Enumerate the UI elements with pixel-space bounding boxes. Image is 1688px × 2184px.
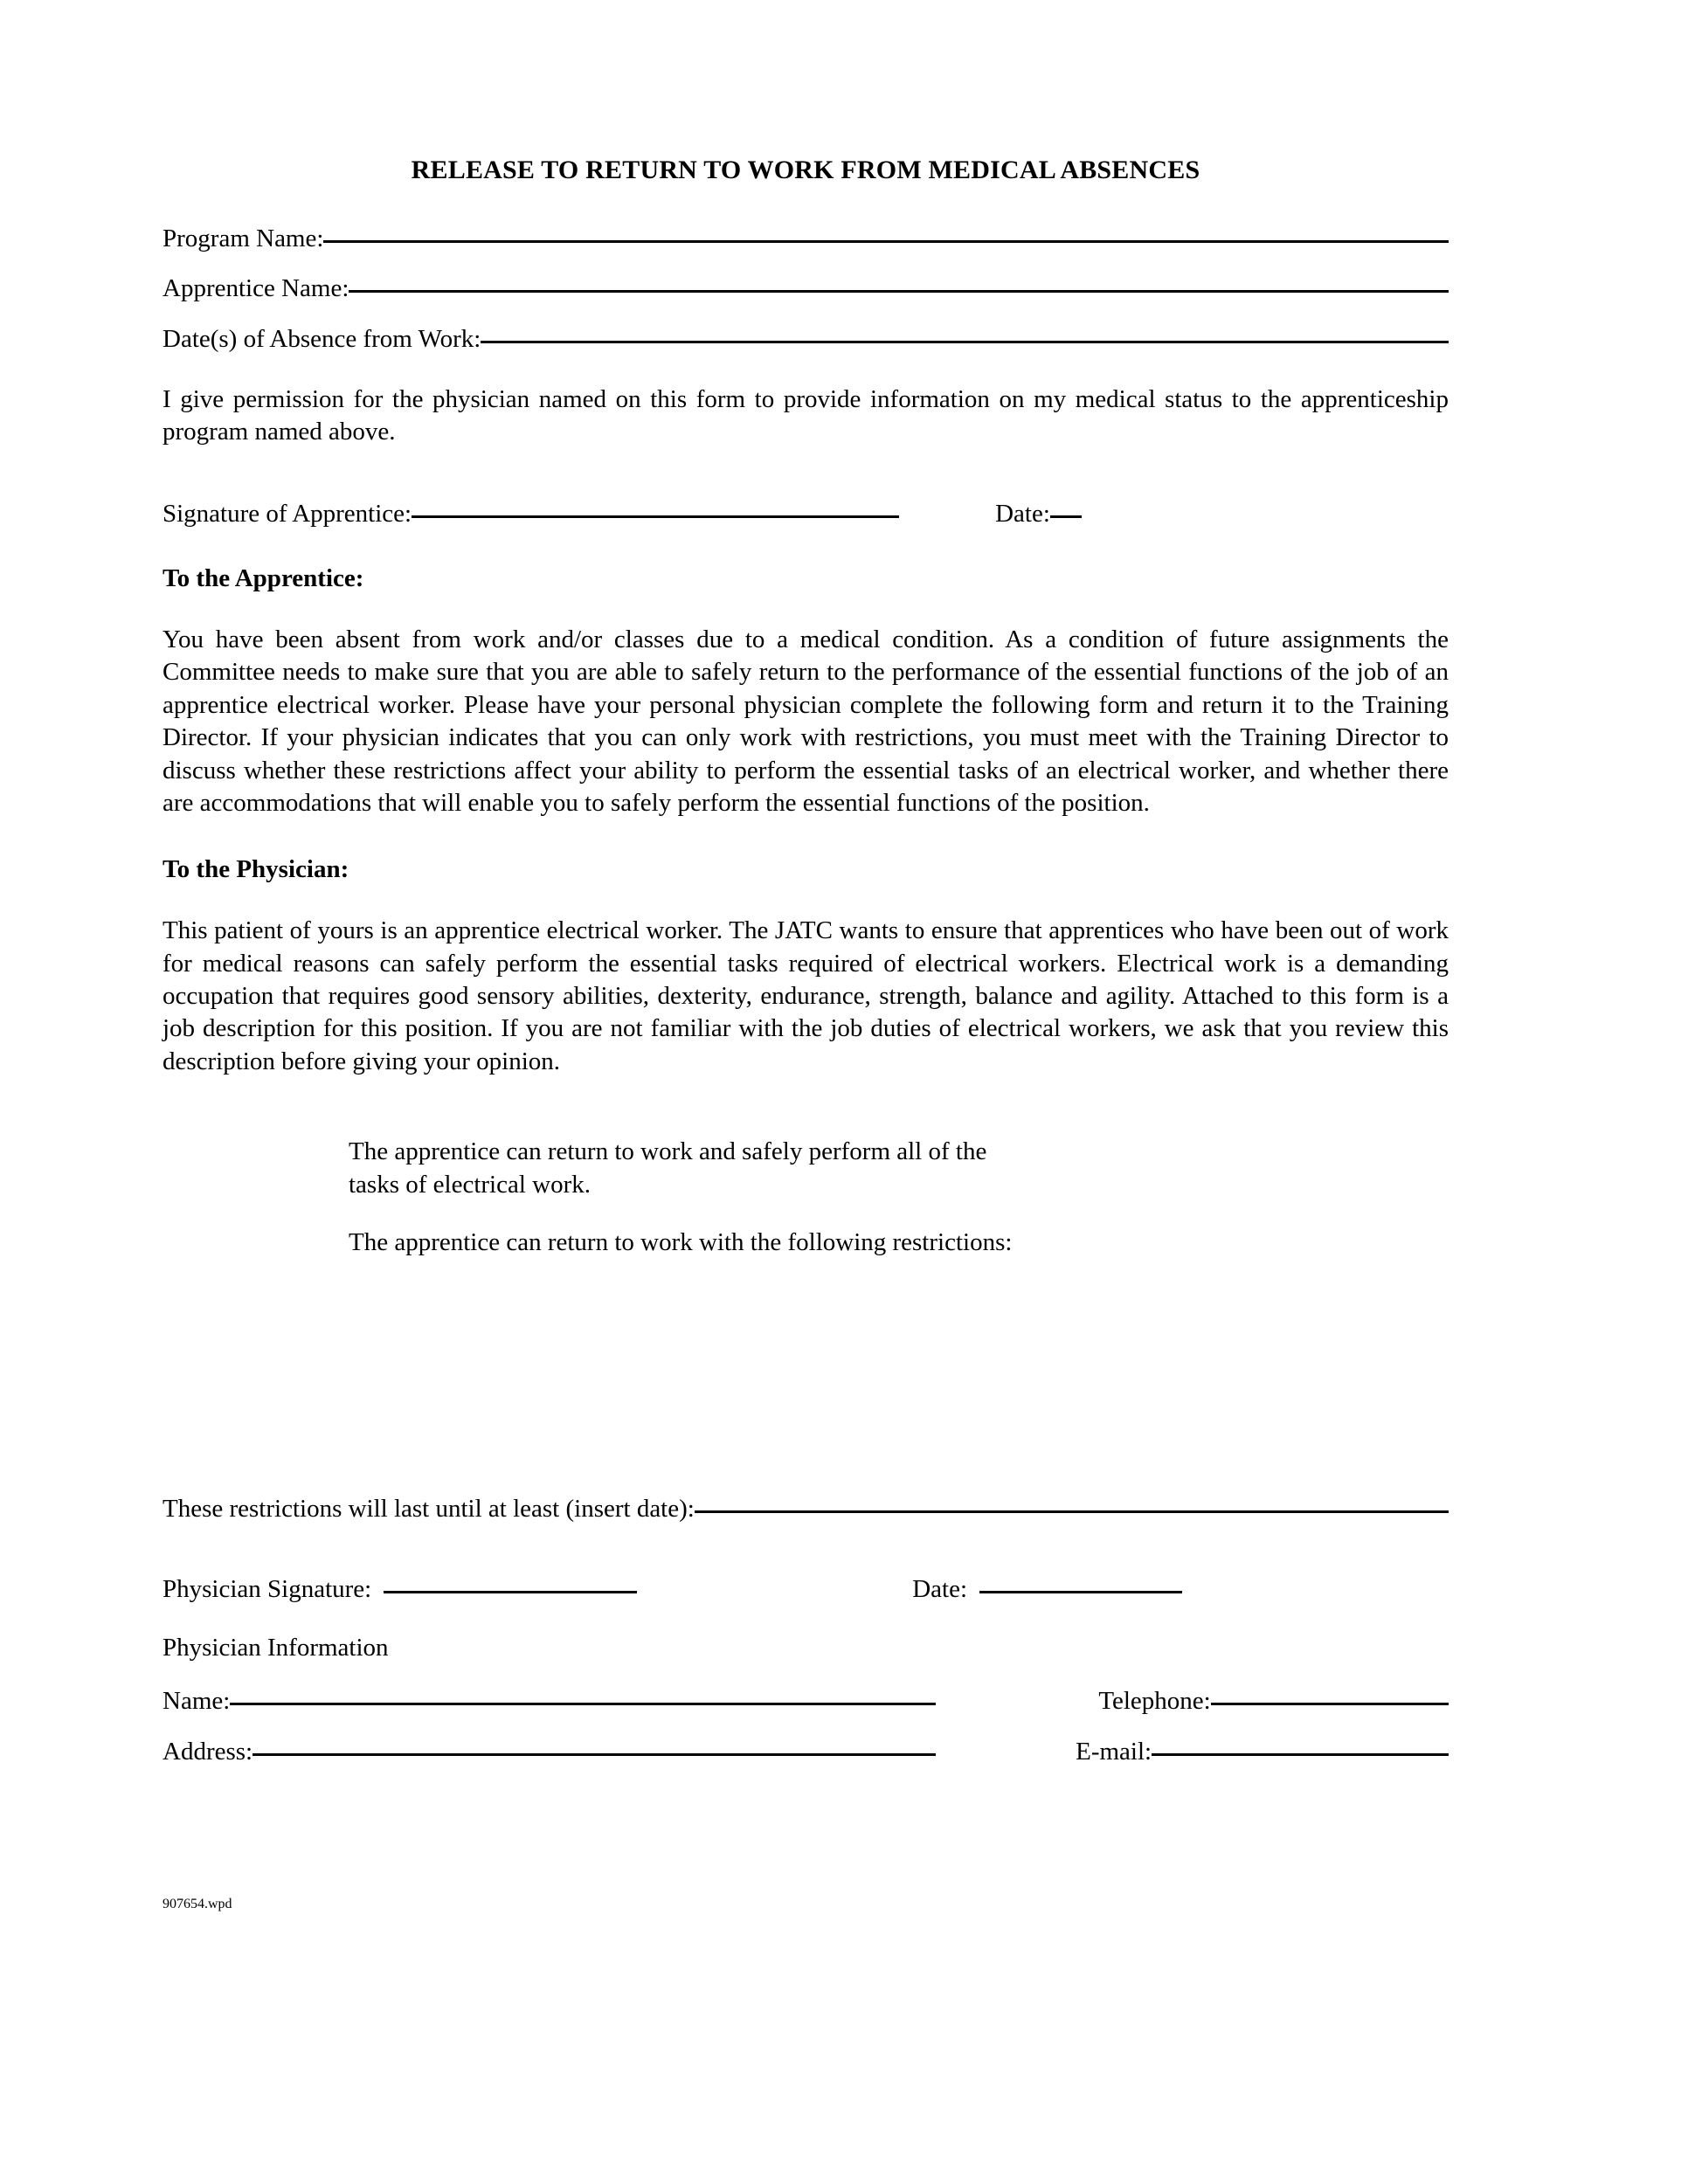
absence-dates-label: Date(s) of Absence from Work: (163, 324, 481, 353)
physician-email-label: E-mail: (1076, 1737, 1152, 1766)
physician-name-label: Name: (163, 1687, 231, 1716)
field-row-apprentice-signature (163, 500, 1449, 529)
to-apprentice-heading: To the Apprentice: (163, 564, 364, 593)
field-row-apprentice-name (163, 274, 1449, 303)
field-row-absence-dates (163, 325, 1449, 354)
apprentice-name-label: Apprentice Name: (163, 274, 349, 303)
physician-option-return-with-restrictions[interactable] (349, 1227, 1013, 1260)
physician-name-input-rule[interactable] (230, 1702, 936, 1705)
apprentice-name-input-rule[interactable] (349, 289, 1449, 293)
to-apprentice-paragraph: You have been absent from work and/or classes due to a medical condition. As a condition of future assignments the Committee needs to make sure that you are able to safely return to the performance of the essential functions of the job of an apprentice electrical worker. Please have your personal physician complete the following form and return it to the Training Director. If your physician indicates that you can only work with restrictions, you must meet with the Training Director to discuss whether these restrictions affect your ability to perform the essential tasks of an electrical worker, and whether there are accommodations that will enable you to safely perform the essential functions of the position. (163, 625, 1449, 818)
physician-signature-date-label: Date: (912, 1574, 968, 1603)
apprentice-signature-date-label: Date: (995, 499, 1050, 528)
field-row-physician-signature (163, 1575, 1449, 1604)
field-row-program-name (163, 225, 1449, 253)
physician-option-1-text: The apprentice can return to work and safely perform all of the tasks of electrical work. (349, 1137, 987, 1199)
to-physician-paragraph: This patient of yours is an apprentice electrical worker. The JATC wants to ensure that apprentices who have been out of work for medical reasons can safely perform the essential tasks required of electrical workers. Electrical work is a demanding occupation that requires good sensory abilities, dexterity, endurance, strength, balance and agility. Attached to this form is a job description for this position. If you are not familiar with the job duties of electrical workers, we ask that you review this description before giving your opinion. (163, 916, 1449, 1075)
physician-address-label: Address: (163, 1737, 253, 1766)
restrictions-duration-label: These restrictions will last until at least (insert date): (163, 1495, 695, 1524)
physician-information-heading-row (163, 1634, 1449, 1662)
field-row-physician-name (163, 1687, 1449, 1716)
restrictions-duration-input-rule[interactable] (695, 1510, 1449, 1513)
physician-information-heading: Physician Information (163, 1634, 389, 1662)
footer-file-code: 907654.wpd (163, 1897, 232, 1911)
apprentice-signature-label: Signature of Apprentice: (163, 499, 412, 528)
permission-paragraph: I give permission for the physician named on this form to provide information on my medical status to the apprenticeship program named above. (163, 385, 1449, 446)
apprentice-signature-input-rule[interactable] (412, 515, 899, 518)
physician-signature-input-rule[interactable] (384, 1590, 637, 1593)
field-row-physician-address (163, 1738, 1449, 1766)
document-body (163, 0, 1449, 1766)
physician-signature-date-input-rule[interactable] (979, 1590, 1182, 1593)
apprentice-signature-date-input-rule[interactable] (1050, 515, 1082, 518)
physician-telephone-label: Telephone: (1098, 1687, 1211, 1716)
physician-signature-label: Physician Signature: (163, 1574, 372, 1603)
physician-telephone-input-rule[interactable] (1211, 1702, 1449, 1705)
restrictions-writein-area[interactable] (163, 1259, 1449, 1477)
physician-option-2-text: The apprentice can return to work with the following restrictions: (349, 1227, 1013, 1256)
physician-option-return-full-duty[interactable] (349, 1136, 1013, 1201)
field-row-restrictions-duration (163, 1495, 1449, 1524)
program-name-input-rule[interactable] (323, 239, 1449, 243)
to-physician-heading: To the Physician: (163, 855, 349, 884)
absence-dates-input-rule[interactable] (481, 340, 1449, 343)
physician-address-input-rule[interactable] (253, 1752, 936, 1756)
physician-email-input-rule[interactable] (1152, 1752, 1449, 1756)
page-title: RELEASE TO RETURN TO WORK FROM MEDICAL ABSENCES (411, 156, 1200, 184)
program-name-label: Program Name: (163, 225, 324, 252)
